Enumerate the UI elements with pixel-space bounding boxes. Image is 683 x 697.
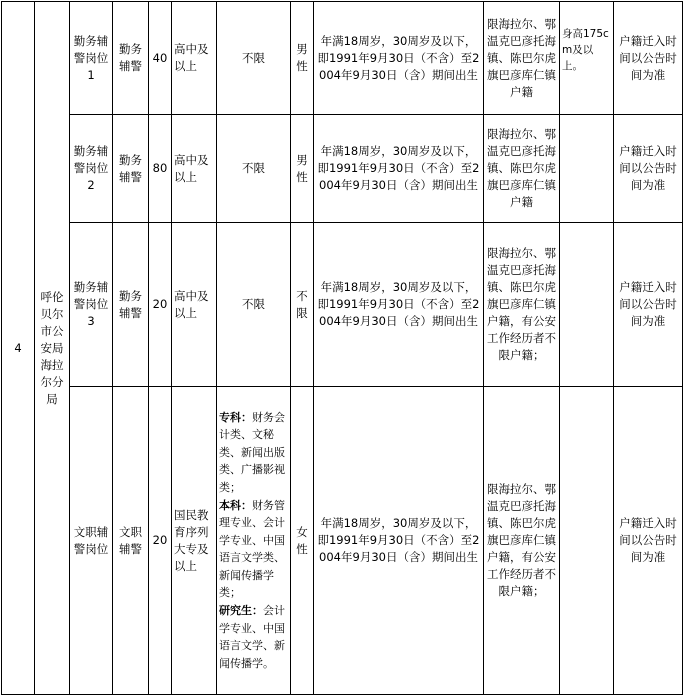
table-row — [2, 387, 683, 695]
domicile-requirement: 限海拉尔、鄂温克巴彦托海镇、陈巴尔虎旗巴彦库仁镇户籍 — [484, 2, 560, 115]
major-group-label: 本科： — [219, 498, 252, 512]
post-category: 勤务辅警 — [113, 2, 149, 115]
recruitment-table — [1, 1, 683, 695]
unit-name: 呼伦贝尔市公安局海拉尔分局 — [35, 2, 70, 695]
post-category: 文职辅警 — [113, 387, 149, 695]
note: 户籍迁入时间以公告时间为准 — [614, 2, 683, 115]
other-requirement — [560, 223, 614, 387]
table-row — [2, 115, 683, 223]
post-name: 勤务辅警岗位2 — [70, 115, 113, 223]
major-group-label: 研究生： — [219, 604, 263, 618]
note: 户籍迁入时间以公告时间为准 — [614, 223, 683, 387]
education: 国民教育序列大专及以上 — [172, 387, 217, 695]
post-category: 勤务辅警 — [113, 223, 149, 387]
major: 不限 — [217, 223, 291, 387]
gender: 不限 — [291, 223, 314, 387]
table-row — [2, 2, 683, 115]
gender: 男性 — [291, 115, 314, 223]
major-group-text: 财务会计类、文秘类、新闻出版类、广播影视类； — [219, 410, 285, 494]
domicile-requirement: 限海拉尔、鄂温克巴彦托海镇、陈巴尔虎旗巴彦库仁镇户籍，有公安工作经历者不限户籍； — [484, 387, 560, 695]
note: 户籍迁入时间以公告时间为准 — [614, 115, 683, 223]
post-category: 勤务辅警 — [113, 115, 149, 223]
post-name: 文职辅警岗位 — [70, 387, 113, 695]
gender: 男性 — [291, 2, 314, 115]
age-requirement: 年满18周岁，30周岁及以下，即1991年9月30日（不含）至2004年9月30日（含）期间出生 — [314, 2, 484, 115]
major-group-text: 会计学专业、中国语言文学、新闻传播学。 — [219, 604, 285, 670]
post-count: 40 — [149, 2, 172, 115]
age-requirement: 年满18周岁，30周岁及以下，即1991年9月30日（不含）至2004年9月30日（含）期间出生 — [314, 223, 484, 387]
note: 户籍迁入时间以公告时间为准 — [614, 387, 683, 695]
post-count: 20 — [149, 223, 172, 387]
education: 高中及以上 — [172, 115, 217, 223]
table-row — [2, 223, 683, 387]
post-count: 20 — [149, 387, 172, 695]
domicile-requirement: 限海拉尔、鄂温克巴彦托海镇、陈巴尔虎旗巴彦库仁镇户籍 — [484, 115, 560, 223]
domicile-requirement: 限海拉尔、鄂温克巴彦托海镇、陈巴尔虎旗巴彦库仁镇户籍，有公安工作经历者不限户籍； — [484, 223, 560, 387]
other-requirement: 身高175cm及以上。 — [560, 2, 614, 115]
age-requirement: 年满18周岁，30周岁及以下，即1991年9月30日（不含）至2004年9月30日（含）期间出生 — [314, 387, 484, 695]
education: 高中及以上 — [172, 223, 217, 387]
major-group-text: 财务管理专业、会计学专业、中国语言文学类、新闻传播学类； — [219, 498, 285, 600]
other-requirement — [560, 387, 614, 695]
age-requirement: 年满18周岁，30周岁及以下，即1991年9月30日（不含）至2004年9月30日（含）期间出生 — [314, 115, 484, 223]
gender: 女性 — [291, 387, 314, 695]
post-name: 勤务辅警岗位1 — [70, 2, 113, 115]
post-name: 勤务辅警岗位3 — [70, 223, 113, 387]
post-count: 80 — [149, 115, 172, 223]
other-requirement — [560, 115, 614, 223]
major-group-label: 专科： — [219, 410, 252, 424]
major: 不限 — [217, 2, 291, 115]
education: 高中及以上 — [172, 2, 217, 115]
row-index: 4 — [2, 2, 35, 695]
major-list — [217, 387, 291, 695]
major: 不限 — [217, 115, 291, 223]
